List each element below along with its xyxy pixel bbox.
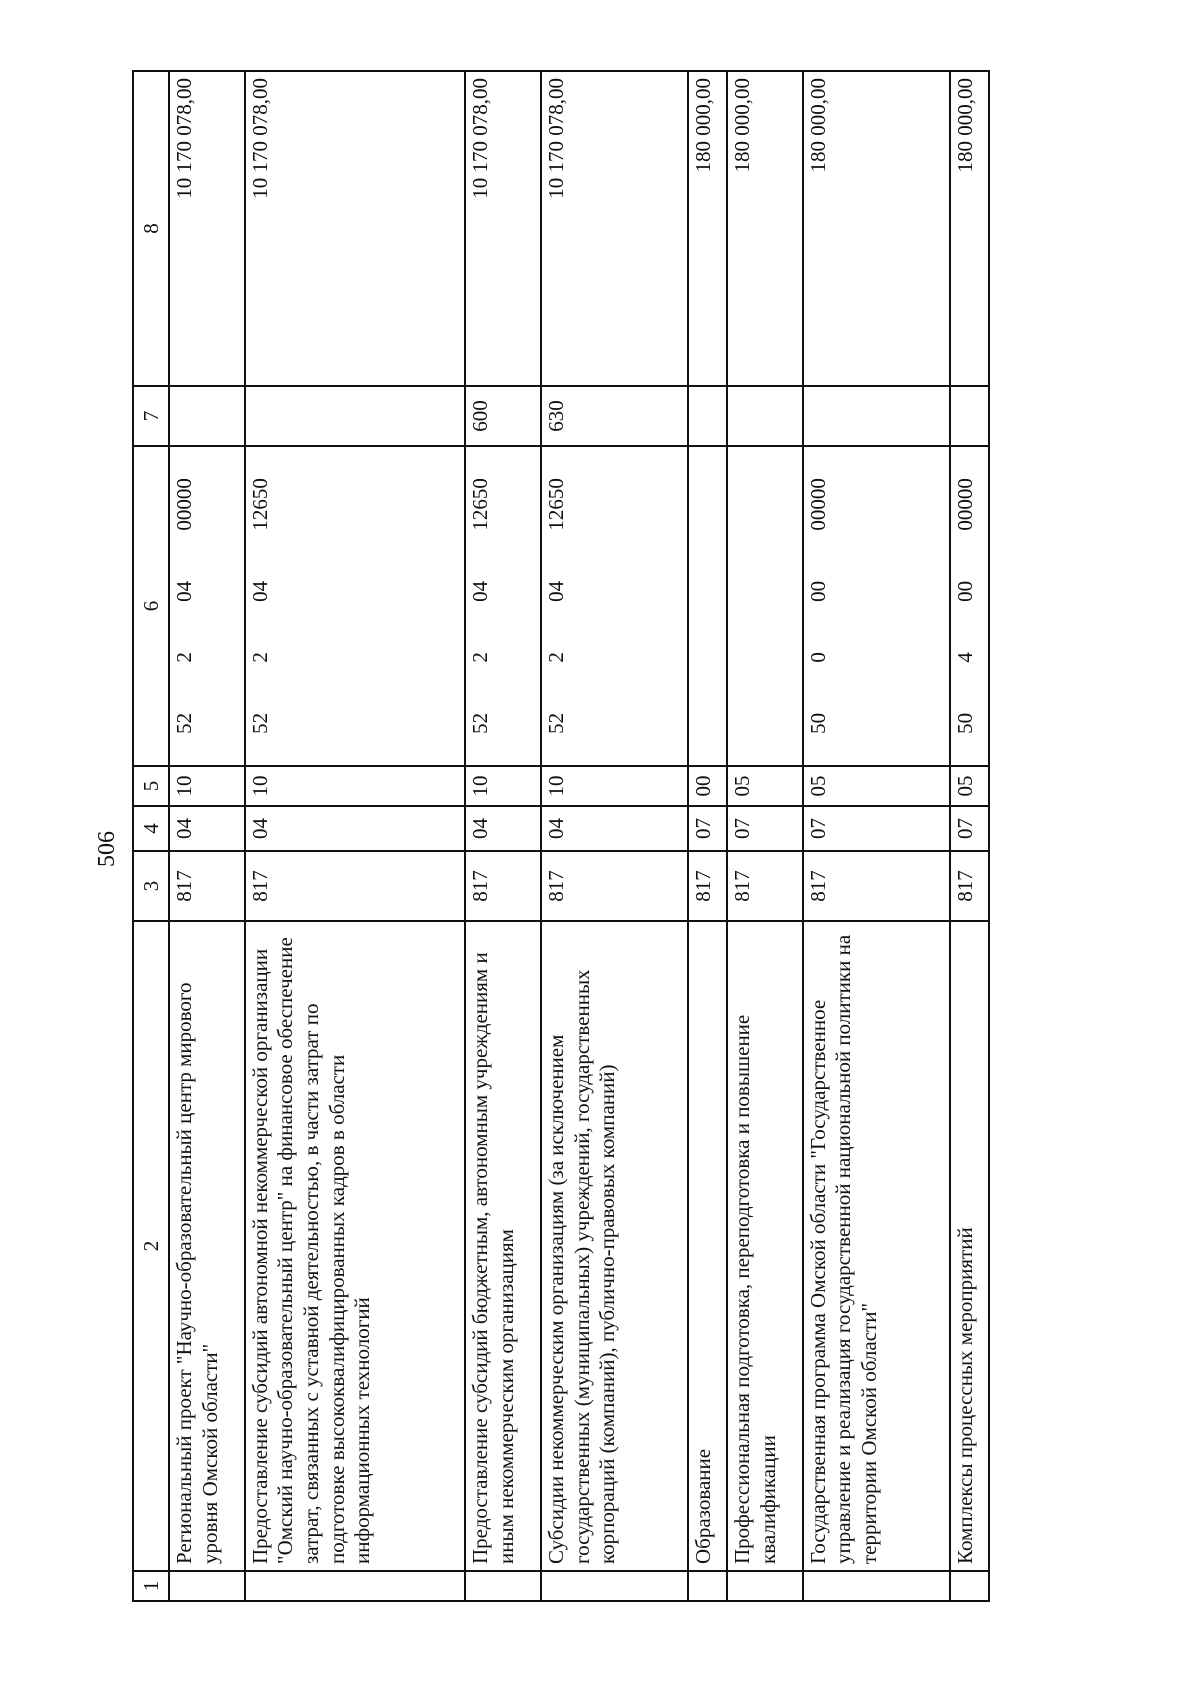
code-part: 00 (805, 580, 830, 602)
code-part: 4 (952, 652, 977, 663)
row-code-5: 00 (688, 766, 727, 806)
rotated-table-container (132, 72, 990, 1602)
row-target-code (950, 446, 989, 766)
row-amount: 10 170 078,00 (541, 71, 688, 386)
header-col-8: 8 (133, 71, 169, 386)
row-code-4: 04 (169, 806, 245, 851)
header-col-3: 3 (133, 851, 169, 921)
header-col-1: 1 (133, 1571, 169, 1601)
code-part: 2 (247, 652, 272, 663)
row-expense-type (950, 386, 989, 446)
row-code-5: 10 (169, 766, 245, 806)
row-amount: 10 170 078,00 (465, 71, 541, 386)
table-row (803, 71, 950, 1601)
row-code-5: 05 (950, 766, 989, 806)
row-index-cell (688, 1571, 727, 1601)
row-expense-type: 630 (541, 386, 688, 446)
row-index-cell (727, 1571, 803, 1601)
row-code-3: 817 (727, 851, 803, 921)
row-index-cell (950, 1571, 989, 1601)
row-amount: 180 000,00 (950, 71, 989, 386)
row-code-5: 10 (465, 766, 541, 806)
row-code-4: 04 (465, 806, 541, 851)
row-code-3: 817 (803, 851, 950, 921)
budget-table (132, 70, 990, 1602)
row-code-4: 07 (803, 806, 950, 851)
code-part: 52 (468, 712, 493, 734)
page-number: 506 (94, 831, 120, 867)
row-code-4: 04 (245, 806, 466, 851)
row-code-3: 817 (465, 851, 541, 921)
row-amount: 10 170 078,00 (169, 71, 245, 386)
row-index-cell (169, 1571, 245, 1601)
row-expense-type (688, 386, 727, 446)
row-expense-type (727, 386, 803, 446)
row-target-code (541, 446, 688, 766)
row-amount: 10 170 078,00 (245, 71, 466, 386)
table-row (245, 71, 466, 1601)
row-amount: 180 000,00 (803, 71, 950, 386)
table-row (169, 71, 245, 1601)
code-part: 0 (805, 652, 830, 663)
row-target-code (803, 446, 950, 766)
row-code-5: 05 (803, 766, 950, 806)
code-part: 04 (247, 580, 272, 602)
row-code-5: 10 (245, 766, 466, 806)
code-part: 2 (468, 652, 493, 663)
row-description: Региональный проект "Научно-образовательный центр мирового уровня Омской области" (169, 921, 245, 1571)
header-col-6: 6 (133, 446, 169, 766)
row-code-5: 05 (727, 766, 803, 806)
row-code-3: 817 (541, 851, 688, 921)
row-code-3: 817 (169, 851, 245, 921)
table-row (465, 71, 541, 1601)
row-target-code (245, 446, 466, 766)
code-part: 52 (172, 712, 196, 734)
row-code-4: 07 (950, 806, 989, 851)
code-part: 50 (805, 712, 830, 734)
code-part: 50 (952, 712, 977, 734)
row-description: Профессиональная подготовка, переподготовка и повышение квалификации (727, 921, 803, 1571)
row-index-cell (465, 1571, 541, 1601)
row-index-cell (803, 1571, 950, 1601)
row-code-4: 07 (688, 806, 727, 851)
row-index-cell (245, 1571, 466, 1601)
row-expense-type (245, 386, 466, 446)
table-row (541, 71, 688, 1601)
row-target-code (169, 446, 245, 766)
row-code-3: 817 (950, 851, 989, 921)
header-col-7: 7 (133, 386, 169, 446)
code-part: 00000 (805, 478, 830, 531)
header-col-5: 5 (133, 766, 169, 806)
row-index-cell (541, 1571, 688, 1601)
code-part: 12650 (247, 478, 272, 531)
row-expense-type: 600 (465, 386, 541, 446)
row-code-3: 817 (688, 851, 727, 921)
row-target-code (727, 446, 803, 766)
header-col-2: 2 (133, 921, 169, 1571)
row-description: Предоставление субсидий автономной некоммерческой организации "Омский научно-образовательный центр" на финансовое обеспечение затрат, связанных с уставной деятельностью, в части затрат по подготовке высококвалифицированных кадров в области информационных технологий (245, 921, 466, 1571)
code-part: 52 (247, 712, 272, 734)
code-part: 04 (468, 580, 493, 602)
code-part: 12650 (544, 478, 569, 531)
header-row (133, 71, 169, 1601)
header-col-4: 4 (133, 806, 169, 851)
code-part: 2 (172, 652, 196, 663)
row-code-5: 10 (541, 766, 688, 806)
row-amount: 180 000,00 (688, 71, 727, 386)
row-target-code (465, 446, 541, 766)
row-code-4: 07 (727, 806, 803, 851)
row-description: Образование (688, 921, 727, 1571)
row-expense-type (169, 386, 245, 446)
code-part: 2 (544, 652, 569, 663)
row-code-4: 04 (541, 806, 688, 851)
row-target-code (688, 446, 727, 766)
row-description: Государственная программа Омской области "Государственное управление и реализация государственной национальной политики на территории Омской области" (803, 921, 950, 1571)
row-code-3: 817 (245, 851, 466, 921)
code-part: 52 (544, 712, 569, 734)
code-part: 00000 (172, 478, 196, 531)
row-amount: 180 000,00 (727, 71, 803, 386)
row-expense-type (803, 386, 950, 446)
row-description: Субсидии некоммерческим организациям (за исключением государственных (муниципальных) учреждений, государственных корпораций (компаний), публично-правовых компаний) (541, 921, 688, 1571)
code-part: 12650 (468, 478, 493, 531)
code-part: 00 (952, 580, 977, 602)
table-row (727, 71, 803, 1601)
table-row (688, 71, 727, 1601)
row-description: Предоставление субсидий бюджетным, автономным учреждениям и иным некоммерческим организациям (465, 921, 541, 1571)
code-part: 04 (544, 580, 569, 602)
table-row (950, 71, 989, 1601)
code-part: 04 (172, 580, 196, 602)
code-part: 00000 (952, 478, 977, 531)
row-description: Комплексы процессных мероприятий (950, 921, 989, 1571)
